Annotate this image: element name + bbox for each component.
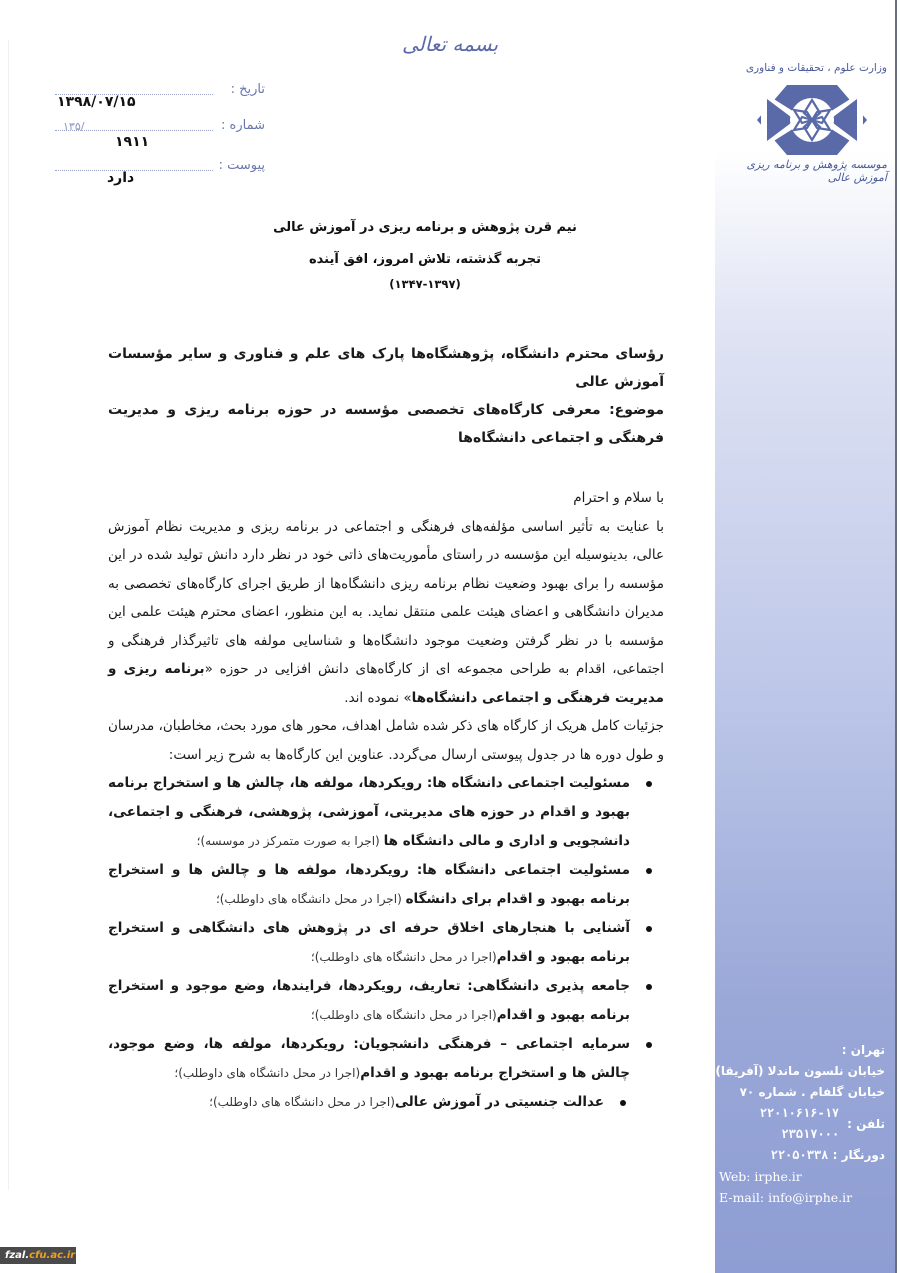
letterhead-sidebar <box>715 0 897 1273</box>
attachment-value: دارد <box>107 170 135 186</box>
contact-block <box>715 1040 895 1208</box>
list-item <box>108 914 664 972</box>
irphe-logo-icon <box>757 85 867 155</box>
workshop-note: (اجرا در محل دانشگاه های داوطلب)؛ <box>310 950 497 964</box>
contact-email[interactable]: E-mail: info@irphe.ir <box>719 1190 853 1205</box>
ministry-name: وزارت علوم ، تحقیقات و فناوری <box>745 62 887 74</box>
number-label: شماره : <box>221 118 265 133</box>
anniversary-title: نیم قرن پژوهش و برنامه ریزی در آموزش عالی <box>273 220 577 235</box>
fax-number: ۲۲۰۵۰۳۳۸ <box>770 1148 829 1162</box>
list-item <box>108 856 664 914</box>
greeting: با سلام و احترام <box>573 490 664 506</box>
attachment-label: پیوست : <box>218 158 265 173</box>
number-value: ۱۹۱۱ <box>115 134 150 150</box>
workshop-note: (اجرا در محل دانشگاه های داوطلب)؛ <box>310 1008 497 1022</box>
workshop-title: مسئولیت اجتماعی دانشگاه ها: رویکردها، مولفه ها و چالش ها و استخراج برنامه بهبود و اقدام برای دانشگاه <box>108 862 630 907</box>
subject-line: موضوع: معرفی کارگاه‌های تخصصی مؤسسه در حوزه برنامه ریزی و مدیریت فرهنگی و اجتماعی دانشگاه‌ها <box>108 402 664 446</box>
workshop-list <box>108 769 664 1117</box>
contact-fax <box>715 1145 885 1166</box>
workshop-title: سرمایه اجتماعی – فرهنگی دانشجویان: رویکردها، مولفه ها، وضع موجود، چالش ها و استخراج برنامه بهبود و اقدام <box>108 1036 630 1081</box>
watermark-part1: fzal. <box>5 1250 30 1261</box>
paragraph-intro-emphasis: برنامه ریزی و مدیریت فرهنگی و اجتماعی دانشگاه‌ها <box>108 661 664 706</box>
meta-number-row <box>55 116 265 156</box>
phone-number-1: ۲۲۰۱۰۶۱۶-۱۷ <box>759 1106 840 1120</box>
meta-attachment-row <box>55 156 265 192</box>
phone-label: تلفن : <box>847 1116 885 1131</box>
source-watermark <box>0 1247 76 1264</box>
paragraph-details: جزئیات کامل هریک از کارگاه های ذکر شده شامل اهداف، محور های مورد بحث، مخاطبان، مدرسان و طول دوره ها در جدول پیوستی ارسال می‌گردد. عناوین این کارگاه‌ها به شرح زیر است: <box>108 718 664 763</box>
contact-phones <box>715 1103 885 1145</box>
anniversary-slogan: تجربه گذشته، تلاش امروز، افق آینده <box>308 252 541 267</box>
paragraph-intro-tail: » نموده اند. <box>344 689 412 706</box>
bismillah-heading: بسمه تعالی <box>401 32 499 56</box>
list-item <box>108 1088 664 1117</box>
scan-edge-line <box>8 40 9 1190</box>
contact-address-line2: خیابان گلفام . شماره ۷۰ <box>739 1085 885 1099</box>
list-item <box>108 769 664 856</box>
recipients-line: رؤسای محترم دانشگاه، پژوهشگاه‌ها پارک های علم و فناوری و سایر مؤسسات آموزش عالی <box>108 346 664 390</box>
letter-body <box>108 340 664 1117</box>
paragraph-intro-text: با عنایت به تأثیر اساسی مؤلفه‌های فرهنگی و اجتماعی در برنامه ریزی و مدیریت نظام آموزش عالی، بدینوسیله این مؤسسه در راستای مأموریت‌های ذاتی خود در نظر دارد دانش تولید شده در این مؤسسه را برای بهبود وضعیت نظام برنامه ریزی دانشگاه‌ها از طریق اجرای کارگاه‌های تخصصی به مدیران دانشگاهی و اعضای هیئت علمی منتقل نماید. به این منظور، اعضای محترم هیئت علمی این مؤسسه با در نظر گرفتن وضعیت موجود دانشگاه‌ها و شناسایی مولفه های تاثیرگذار فرهنگی و اجتماعی، اقدام به طراحی مجموعه ای از کارگاه‌های دانش افزایی در حوزه « <box>108 518 664 677</box>
paragraph-intro <box>108 513 664 713</box>
workshop-note: (اجرا در محل دانشگاه های داوطلب)؛ <box>209 1095 395 1109</box>
contact-address-line1: خیابان نلسون ماندلا (آفریقا) <box>715 1064 885 1078</box>
workshop-note: (اجرا به صورت متمرکز در موسسه)؛ <box>196 834 384 848</box>
anniversary-years: (۱۳۴۷-۱۳۹۷) <box>389 277 461 291</box>
contact-city: تهران : <box>841 1043 885 1057</box>
institute-name: موسسه پژوهش و برنامه ریزی آموزش عالی <box>746 158 887 184</box>
workshop-note: (اجرا در محل دانشگاه های داوطلب)؛ <box>174 1066 361 1080</box>
workshop-title: عدالت جنسیتی در آموزش عالی <box>394 1094 604 1110</box>
list-item <box>108 972 664 1030</box>
contact-web[interactable]: Web: irphe.ir <box>719 1169 802 1184</box>
list-item <box>108 1030 664 1088</box>
phone-number-2: ۲۳۵۱۷۰۰۰ <box>781 1127 840 1141</box>
workshop-title: مسئولیت اجتماعی دانشگاه ها: رویکردها، مولفه ها، چالش ها و استخراج برنامه بهبود و اقدام در حوزه های مدیریتی، آموزشی، پژوهشی، فرهنگی و اجتماعی، دانشجویی و اداری و مالی دانشگاه ها <box>108 775 630 849</box>
fax-label: دورنگار : <box>832 1148 885 1162</box>
workshop-title: جامعه پذیری دانشگاهی: تعاریف، رویکردها، فرایندها، وضع موجود و استخراج برنامه بهبود و اقدام <box>108 978 630 1023</box>
watermark-part2: cfu.ac.ir <box>29 1250 76 1261</box>
workshop-note: (اجرا در محل دانشگاه های داوطلب)؛ <box>215 892 406 906</box>
letter-meta <box>55 80 265 192</box>
number-prefix: ۱۳۵/ <box>63 120 85 133</box>
date-label: تاریخ : <box>230 82 265 97</box>
date-value: ۱۳۹۸/۰۷/۱۵ <box>57 94 136 110</box>
meta-date-row <box>55 80 265 116</box>
workshop-title: آشنایی با هنجارهای اخلاق حرفه ای در پژوهش های دانشگاهی و استخراج برنامه بهبود و اقدام <box>108 920 630 965</box>
